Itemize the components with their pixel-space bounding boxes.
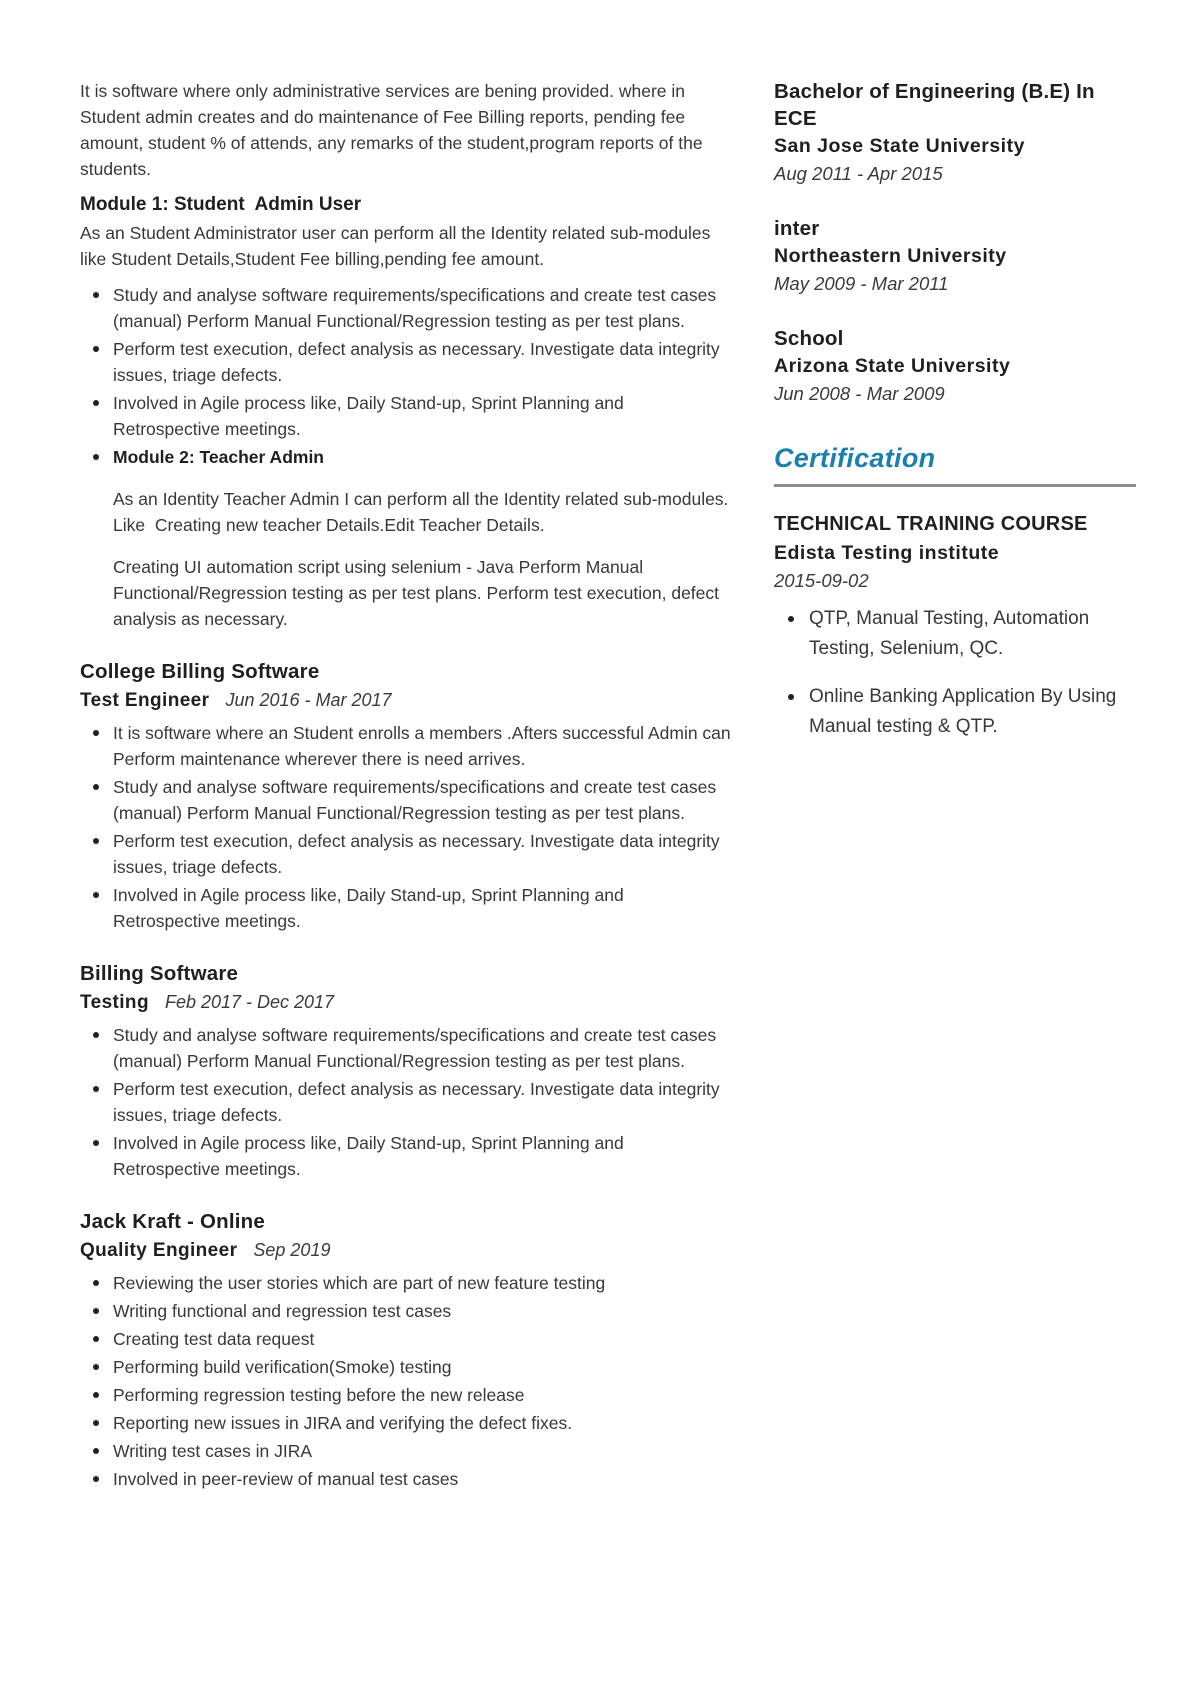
job-role-line [80,992,732,1014]
bullet-item: Perform test execution, defect analysis as necessary. Investigate data integrity issues, triage defects. [80,1076,732,1128]
bullet-item: It is software where an Student enrolls a members .Afters successful Admin can Perform maintenance wherever there is need arrives. [80,720,732,772]
certification-institute: Edista Testing institute [774,542,1000,564]
education-dates: Aug 2011 - Apr 2015 [774,163,943,184]
job-role-line [80,1240,732,1262]
job-section-billing-software [80,960,732,1182]
education-entry-inter [774,215,1136,295]
job-bullet-list [80,720,736,934]
bullet-item: Involved in Agile process like, Daily Stand-up, Sprint Planning and Retrospective meetings. [80,1130,732,1182]
job-bullet-list [80,1022,732,1182]
certification-course: TECHNICAL TRAINING COURSE [774,513,1088,535]
bullet-item: Perform test execution, defect analysis as necessary. Investigate data integrity issues, triage defects. [80,828,732,880]
education-entry-bachelor [774,78,1136,185]
bullet-item: Study and analyse software requirements/specifications and create test cases (manual) Perform Manual Functional/Regression testing as per test plans. [80,1022,732,1074]
bullet-item: Involved in Agile process like, Daily Stand-up, Sprint Planning and Retrospective meetings. [80,882,732,934]
module1-bullet-list [80,282,732,470]
certification-date: 2015-09-02 [774,570,869,591]
bullet-item: Study and analyse software requirements/specifications and create test cases (manual) Perform Manual Functional/Regression testing as per test plans. [80,774,732,826]
module2-paragraph: Creating UI automation script using selenium - Java Perform Manual Functional/Regression testing as per test plans. Perform test execution, defect analysis as necessary. [113,557,724,629]
education-degree: Bachelor of Engineering (B.E) In ECE [774,80,1095,130]
job-dates: Sep 2019 [253,1240,331,1260]
education-dates: May 2009 - Mar 2011 [774,273,949,294]
certification-bullet-list [774,604,1136,742]
bullet-item: Reviewing the user stories which are part of new feature testing [80,1270,732,1296]
bullet-item: QTP, Manual Testing, Automation Testing, Selenium, QC. [774,604,1136,664]
bullet-item: Writing test cases in JIRA [80,1438,732,1464]
project-description: It is software where only administrative services are bening provided. where in Student admin creates and do maintenance of Fee Billing reports, pending fee amount, student % of attends, any remarks of the student,program reports of the students. [80,81,708,179]
job-company: College Billing Software [80,660,320,683]
job-bullet-list [80,1270,732,1492]
bullet-item: Writing functional and regression test cases [80,1298,732,1324]
bullet-item: Performing build verification(Smoke) testing [80,1354,732,1380]
education-dates: Jun 2008 - Mar 2009 [774,383,945,404]
job-role: Testing [80,992,149,1013]
bullet-item: Study and analyse software requirements/specifications and create test cases (manual) Perform Manual Functional/Regression testing as per test plans. [80,282,732,334]
job-company: Billing Software [80,962,239,985]
education-school: San Jose State University [774,135,1025,157]
education-school: Northeastern University [774,245,1007,267]
job-section-jack-kraft [80,1208,732,1492]
certification-section-title: Certification [774,443,936,473]
left-column [80,78,736,1494]
module1-title: Module 1: Student Admin User [80,194,362,215]
bullet-item: Online Banking Application By Using Manual testing & QTP. [774,682,1136,742]
job-dates: Jun 2016 - Mar 2017 [225,690,392,710]
job-company: Jack Kraft - Online [80,1210,265,1233]
module1-description: As an Student Administrator user can perform all the Identity related sub-modules like Student Details,Student Fee billing,pending fee amount. [80,223,716,269]
job-dates: Feb 2017 - Dec 2017 [164,992,335,1012]
job-role-line [80,690,732,712]
education-degree: inter [774,217,820,240]
education-degree: School [774,327,844,350]
job-section-college-billing [80,658,736,934]
right-column [774,78,1136,1494]
job-role: Quality Engineer [80,1240,238,1261]
bullet-item: Creating test data request [80,1326,732,1352]
bullet-item: Performing regression testing before the new release [80,1382,732,1408]
bullet-item: Involved in peer-review of manual test cases [80,1466,732,1492]
bullet-item: Perform test execution, defect analysis as necessary. Investigate data integrity issues, triage defects. [80,336,732,388]
education-entry-school [774,325,1136,405]
education-school: Arizona State University [774,355,1011,377]
section-divider [774,484,1136,487]
bullet-item: Involved in Agile process like, Daily Stand-up, Sprint Planning and Retrospective meetings. [80,390,732,442]
module2-paragraph: As an Identity Teacher Admin I can perform all the Identity related sub-modules. Like Creating new teacher Details.Edit Teacher Details. [113,489,734,535]
module2-title: Module 2: Teacher Admin [80,444,732,470]
job-role: Test Engineer [80,690,210,711]
bullet-item: Reporting new issues in JIRA and verifying the defect fixes. [80,1410,732,1436]
